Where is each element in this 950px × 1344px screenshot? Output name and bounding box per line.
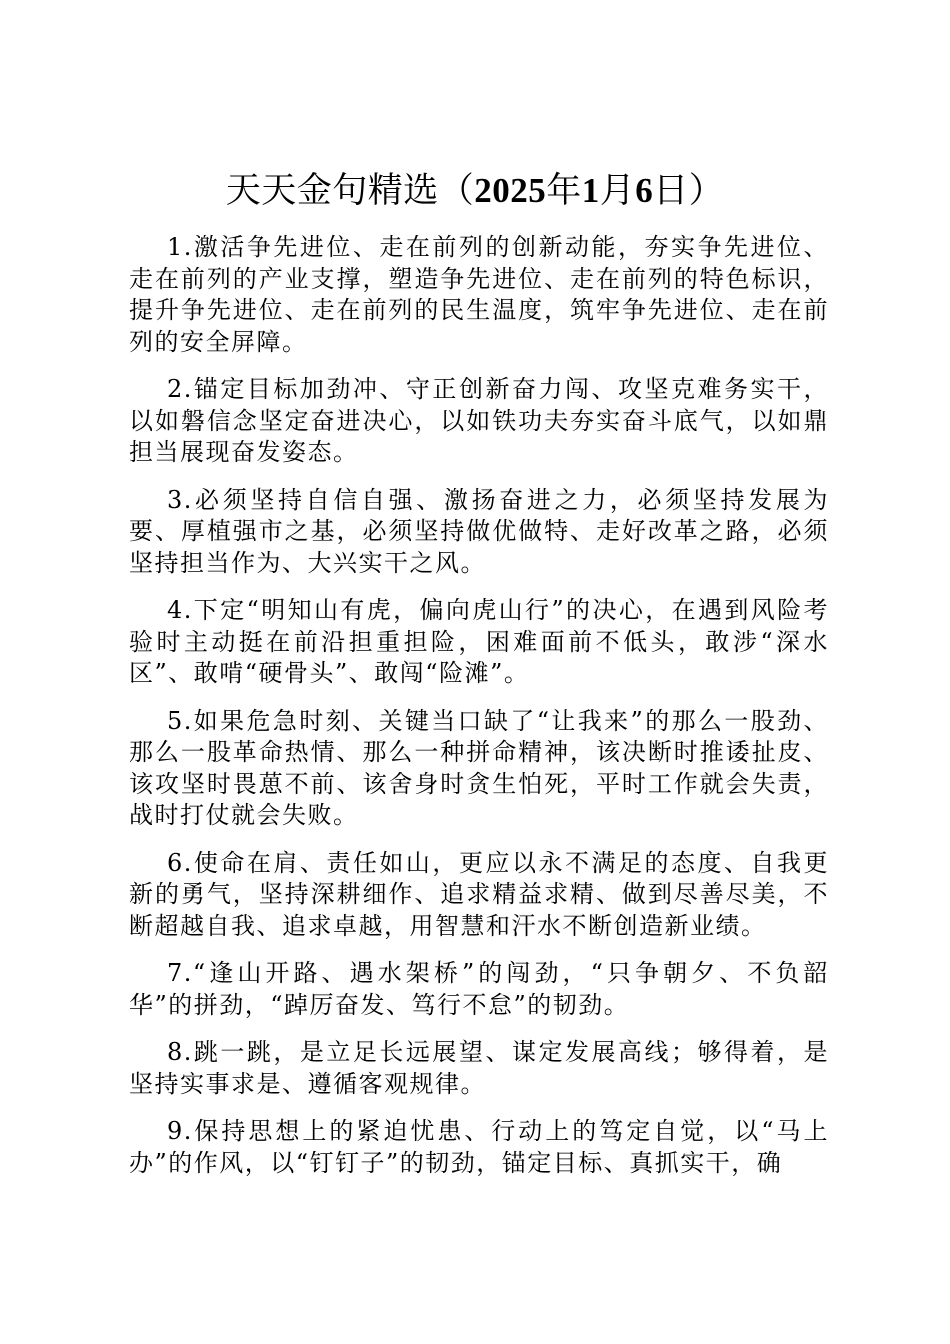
document-body (129, 232, 829, 1195)
title-suffix: 日） (653, 171, 725, 211)
title-year-unit: 年 (546, 171, 582, 211)
title-year: 2025 (474, 171, 547, 210)
paragraph-6: 6.使命在肩、责任如山，更应以永不满足的态度、自我更新的勇气，坚持深耕细作、追求精益求精、做到尽善尽美，不断超越自我、追求卓越，用智慧和汗水不断创造新业绩。 (129, 848, 829, 940)
paragraph-3: 3.必须坚持自信自强、激扬奋进之力，必须坚持发展为要、厚植强市之基，必须坚持做优做特、走好改革之路，必须坚持担当作为、大兴实干之风。 (129, 485, 829, 577)
title-day: 6 (635, 171, 654, 210)
paragraph-7: 7.“逢山开路、遇水架桥”的闯劲，“只争朝夕、不负韶华”的拼劲，“踔厉奋发、笃行不怠”的韧劲。 (129, 959, 829, 1019)
paragraph-1: 1.激活争先进位、走在前列的创新动能，夯实争先进位、走在前列的产业支撑，塑造争先进位、走在前列的特色标识，提升争先进位、走在前列的民生温度，筑牢争先进位、走在前列的安全屏障。 (129, 233, 829, 356)
title-month: 1 (581, 171, 600, 210)
paragraph-8: 8.跳一跳，是立足长远展望、谋定发展高线；够得着，是坚持实事求是、遵循客观规律。 (129, 1038, 829, 1098)
paragraph-2: 2.锚定目标加劲冲、守正创新奋力闯、攻坚克难务实干，以如磐信念坚定奋进决心，以如铁功夫夯实奋斗底气，以如鼎担当展现奋发姿态。 (129, 375, 829, 466)
paragraph-4: 4.下定“明知山有虎，偏向虎山行”的决心，在遇到风险考验时主动挺在前沿担重担险，困难面前不低头，敢涉“深水区”、敢啃“硬骨头”、敢闯“险滩”。 (129, 596, 829, 687)
paragraph-5: 5.如果危急时刻、关键当口缺了“让我来”的那么一股劲、那么一股革命热情、那么一种拼命精神，该决断时推诿扯皮、该攻坚时畏葸不前、该舍身时贪生怕死，平时工作就会失责，战时打仗就会失败。 (129, 706, 829, 829)
document-title (0, 168, 950, 214)
title-prefix: 天天金句精选（ (225, 171, 475, 211)
paragraph-9: 9.保持思想上的紧迫忧患、行动上的笃定自觉，以“马上办”的作风，以“钉钉子”的韧劲，锚定目标、真抓实干，确 (129, 1117, 829, 1177)
title-month-unit: 月 (599, 171, 636, 211)
